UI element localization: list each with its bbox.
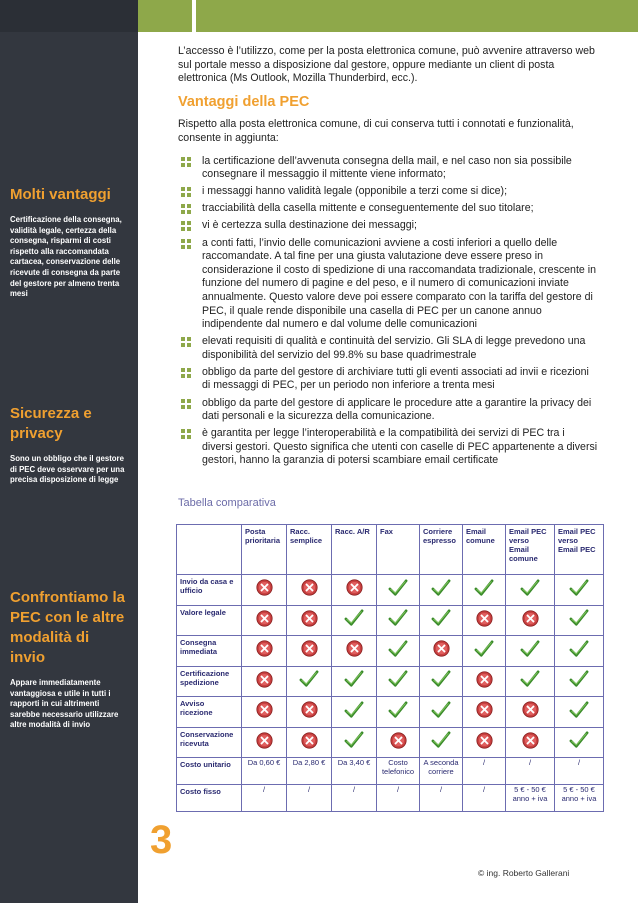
check-icon-cell xyxy=(555,697,604,728)
check-icon-cell xyxy=(332,605,377,636)
check-icon xyxy=(332,728,376,754)
list-item-text: vi è certezza sulla destinazione dei messaggi; xyxy=(202,219,417,232)
check-icon xyxy=(377,636,419,662)
table-row xyxy=(177,727,604,758)
check-icon xyxy=(555,728,603,754)
check-icon xyxy=(332,606,376,632)
table-cell: Da 3,40 € xyxy=(332,758,377,785)
check-icon xyxy=(287,667,331,693)
advantages-list xyxy=(178,155,598,468)
check-icon xyxy=(377,606,419,632)
column-header: Fax xyxy=(377,525,420,575)
row-label: Avviso ricezione xyxy=(177,697,242,728)
list-item-text: tracciabilità della casella mittente e conseguentemente del suo titolare; xyxy=(202,202,534,215)
cross-icon xyxy=(242,667,286,693)
bullet-icon xyxy=(181,429,191,439)
cross-icon-cell xyxy=(242,605,287,636)
sidebar-top-band xyxy=(0,0,138,32)
check-icon-cell xyxy=(555,636,604,667)
check-icon xyxy=(420,575,462,601)
check-icon xyxy=(555,667,603,693)
table-cell: / xyxy=(463,785,506,812)
table-cell: 5 € - 50 € anno + iva xyxy=(555,785,604,812)
check-icon-cell xyxy=(463,575,506,606)
cross-icon xyxy=(463,606,505,632)
table-cell: / xyxy=(506,758,555,785)
row-label: Costo unitario xyxy=(177,758,242,785)
list-item xyxy=(178,397,598,424)
check-icon xyxy=(555,606,603,632)
sidebar-section-sicurezza xyxy=(10,404,128,486)
list-item xyxy=(178,237,598,332)
check-icon-cell xyxy=(377,575,420,606)
check-icon xyxy=(555,636,603,662)
check-icon xyxy=(332,697,376,723)
cross-icon-cell xyxy=(287,605,332,636)
cross-icon xyxy=(287,636,331,662)
cross-icon xyxy=(242,606,286,632)
column-header: Posta prioritaria xyxy=(242,525,287,575)
bullet-icon xyxy=(181,239,191,249)
intro-paragraph: L’accesso è l’utilizzo, come per la posta elettronica comune, può avvenire attraverso web sul portale messo a disposizione dal gestore, oppure mediante un client di posta elettronica (Ms Outlook, Mozilla Thunderbird, ecc.). xyxy=(178,45,595,85)
table-header-row xyxy=(177,525,604,575)
cross-icon xyxy=(463,728,505,754)
list-item xyxy=(178,335,598,362)
column-header: Corriere espresso xyxy=(420,525,463,575)
table-cell: / xyxy=(420,785,463,812)
list-item xyxy=(178,366,598,393)
list-item-text: è garantita per legge l’interoperabilità e la compatibilità dei servizi di PEC tra i diversi gestori. Questo significa che utenti con caselle di PEC appartenente a diversi gestori, hanno la garanzia di potersi scambiare email certificate xyxy=(202,427,598,467)
row-label: Conservazione ricevuta xyxy=(177,727,242,758)
column-header: Racc. A/R xyxy=(332,525,377,575)
sidebar-heading: Molti vantaggi xyxy=(10,186,111,203)
cross-icon-cell xyxy=(287,575,332,606)
check-icon-cell xyxy=(555,605,604,636)
main-content xyxy=(178,45,598,472)
check-icon-cell xyxy=(463,636,506,667)
cross-icon xyxy=(287,575,331,601)
cross-icon-cell xyxy=(242,697,287,728)
sidebar-heading: Confrontiamo la PEC con le altre modalità di invio xyxy=(10,589,125,666)
table-row xyxy=(177,697,604,728)
check-icon-cell xyxy=(420,666,463,697)
cross-icon xyxy=(463,697,505,723)
table-cell: / xyxy=(555,758,604,785)
check-icon xyxy=(420,667,462,693)
list-item xyxy=(178,219,598,233)
list-item xyxy=(178,185,598,199)
check-icon xyxy=(463,636,505,662)
column-header: Email comune xyxy=(463,525,506,575)
row-label: Invio da casa e ufficio xyxy=(177,575,242,606)
table-row xyxy=(177,666,604,697)
check-icon xyxy=(377,697,419,723)
table-cell: / xyxy=(242,785,287,812)
cross-icon-cell xyxy=(463,727,506,758)
cross-icon-cell xyxy=(242,575,287,606)
cross-icon-cell xyxy=(463,605,506,636)
list-item xyxy=(178,155,598,182)
cross-icon xyxy=(506,697,554,723)
check-icon xyxy=(420,728,462,754)
check-icon xyxy=(377,667,419,693)
sidebar-text: Sono un obbligo che il gestore di PEC deve osservare per una precisa disposizione di legge xyxy=(10,454,125,485)
list-item-text: elevati requisiti di qualità e continuità del servizio. Gli SLA di legge prevedono una disponibilità del servizio del 99.8% su base quadrimestrale xyxy=(202,335,586,361)
check-icon-cell xyxy=(506,666,555,697)
cross-icon xyxy=(506,606,554,632)
cross-icon xyxy=(463,667,505,693)
bullet-icon xyxy=(181,337,191,347)
check-icon xyxy=(506,636,554,662)
list-item-text: i messaggi hanno validità legale (opponibile a terzi come si dice); xyxy=(202,185,508,198)
sidebar-text: Appare immediatamente vantaggiosa e utile in tutti i rapporti in cui altrimenti sarebbe necessario utilizzare altre modalità di invio xyxy=(10,678,119,730)
table-row xyxy=(177,758,604,785)
cross-icon-cell xyxy=(242,666,287,697)
check-icon-cell xyxy=(506,636,555,667)
check-icon xyxy=(506,667,554,693)
cross-icon-cell xyxy=(287,697,332,728)
cross-icon-cell xyxy=(332,636,377,667)
row-label: Consegna immediata xyxy=(177,636,242,667)
check-icon xyxy=(555,575,603,601)
table-row xyxy=(177,575,604,606)
cross-icon-cell xyxy=(506,605,555,636)
check-icon xyxy=(420,606,462,632)
check-icon-cell xyxy=(555,727,604,758)
table-cell: 5 € - 50 € anno + iva xyxy=(506,785,555,812)
row-label: Valore legale xyxy=(177,605,242,636)
check-icon-cell xyxy=(555,666,604,697)
column-header: Racc. semplice xyxy=(287,525,332,575)
cross-icon-cell xyxy=(377,727,420,758)
bullet-icon xyxy=(181,204,191,214)
list-item xyxy=(178,427,598,468)
check-icon-cell xyxy=(377,605,420,636)
cross-icon-cell xyxy=(463,666,506,697)
footer-credit: © ing. Roberto Gallerani xyxy=(478,868,570,878)
sidebar-section-vantaggi xyxy=(10,185,128,300)
lead-paragraph: Rispetto alla posta elettronica comune, di cui conserva tutti i connotati e funzionalità, consente in aggiunta: xyxy=(178,118,574,144)
list-item-text: obbligo da parte del gestore di archiviare tutti gli eventi associati ad invii e ricezioni di messaggi di PEC, per un periodo non inferiore a trenta mesi xyxy=(202,365,589,392)
cross-icon-cell xyxy=(506,697,555,728)
row-label: Costo fisso xyxy=(177,785,242,812)
cross-icon xyxy=(287,697,331,723)
bullet-icon xyxy=(181,368,191,378)
table-row xyxy=(177,636,604,667)
cross-icon xyxy=(242,636,286,662)
table-corner xyxy=(177,525,242,575)
check-icon-cell xyxy=(420,697,463,728)
check-icon-cell xyxy=(506,575,555,606)
list-item-text: obbligo da parte del gestore di applicare le procedure atte a garantire la privacy dei dati personali e la sicurezza della comunicazione. xyxy=(202,396,592,423)
header-band xyxy=(138,0,638,32)
check-icon xyxy=(377,575,419,601)
cross-icon-cell xyxy=(332,575,377,606)
check-icon-cell xyxy=(420,575,463,606)
table-cell: Da 2,80 € xyxy=(287,758,332,785)
table-cell: Da 0,60 € xyxy=(242,758,287,785)
check-icon-cell xyxy=(287,666,332,697)
table-cell: A seconda corriere xyxy=(420,758,463,785)
header-divider xyxy=(192,0,196,32)
cross-icon xyxy=(332,636,376,662)
cross-icon xyxy=(332,575,376,601)
page-number: 3 xyxy=(150,818,173,862)
cross-icon xyxy=(377,728,419,754)
check-icon-cell xyxy=(332,697,377,728)
check-icon-cell xyxy=(420,605,463,636)
bullet-icon xyxy=(181,399,191,409)
check-icon-cell xyxy=(332,666,377,697)
check-icon-cell xyxy=(555,575,604,606)
bullet-icon xyxy=(181,157,191,167)
cross-icon-cell xyxy=(287,727,332,758)
table-cell: / xyxy=(332,785,377,812)
table-cell: / xyxy=(463,758,506,785)
check-icon-cell xyxy=(332,727,377,758)
cross-icon xyxy=(242,697,286,723)
check-icon xyxy=(506,575,554,601)
column-header: Email PEC verso Email PEC xyxy=(555,525,604,575)
table-cell: Costo telefonico xyxy=(377,758,420,785)
bullet-icon xyxy=(181,187,191,197)
list-item-text: la certificazione dell’avvenuta consegna della mail, e nel caso non sia possibile consegnare il messaggio il mittente viene informato; xyxy=(202,154,572,181)
table-cell: / xyxy=(287,785,332,812)
cross-icon xyxy=(287,606,331,632)
table-cell: / xyxy=(377,785,420,812)
sidebar-heading: Sicurezza e privacy xyxy=(10,405,92,442)
cross-icon-cell xyxy=(242,727,287,758)
cross-icon-cell xyxy=(506,727,555,758)
check-icon xyxy=(463,575,505,601)
cross-icon-cell xyxy=(420,636,463,667)
cross-icon xyxy=(287,728,331,754)
row-label: Certificazione spedizione xyxy=(177,666,242,697)
check-icon-cell xyxy=(377,666,420,697)
check-icon xyxy=(555,697,603,723)
check-icon-cell xyxy=(420,727,463,758)
list-item xyxy=(178,202,598,216)
check-icon xyxy=(332,667,376,693)
cross-icon-cell xyxy=(242,636,287,667)
sidebar-text: Certificazione della consegna, validità legale, certezza della consegna, risparmi di costi rispetto alla raccomandata cartacea, conservazione delle ricevute di consegna da parte del gestore per almeno trenta mesi xyxy=(10,215,122,299)
cross-icon xyxy=(420,636,462,662)
table-row xyxy=(177,605,604,636)
cross-icon-cell xyxy=(463,697,506,728)
table-title: Tabella comparativa xyxy=(178,497,276,509)
column-header: Email PEC verso Email comune xyxy=(506,525,555,575)
cross-icon xyxy=(506,728,554,754)
list-item-text: a conti fatti, l’invio delle comunicazioni avviene a costi inferiori a quello delle raccomandate. A tal fine per una giusta valutazione deve essere preso in considerazione il costo di spedizione di una raccomandata tradizionale, crescente in funzione del numero di pagine e del peso, e il numero di comunicazioni inviate annualmente. Questo valore deve poi essere comparato con la tariffa del gestore di PEC, il quale rende disponibile una casella di PEC per un canone annuo indipendente dal numero e dal volume delle comunicazioni xyxy=(202,236,596,331)
section-heading: Vantaggi della PEC xyxy=(178,93,310,110)
bullet-icon xyxy=(181,221,191,231)
table-row xyxy=(177,785,604,812)
comparison-table xyxy=(176,524,604,812)
check-icon-cell xyxy=(377,636,420,667)
cross-icon xyxy=(242,728,286,754)
sidebar-section-confronto xyxy=(10,588,128,731)
check-icon xyxy=(420,697,462,723)
cross-icon-cell xyxy=(287,636,332,667)
check-icon-cell xyxy=(377,697,420,728)
cross-icon xyxy=(242,575,286,601)
